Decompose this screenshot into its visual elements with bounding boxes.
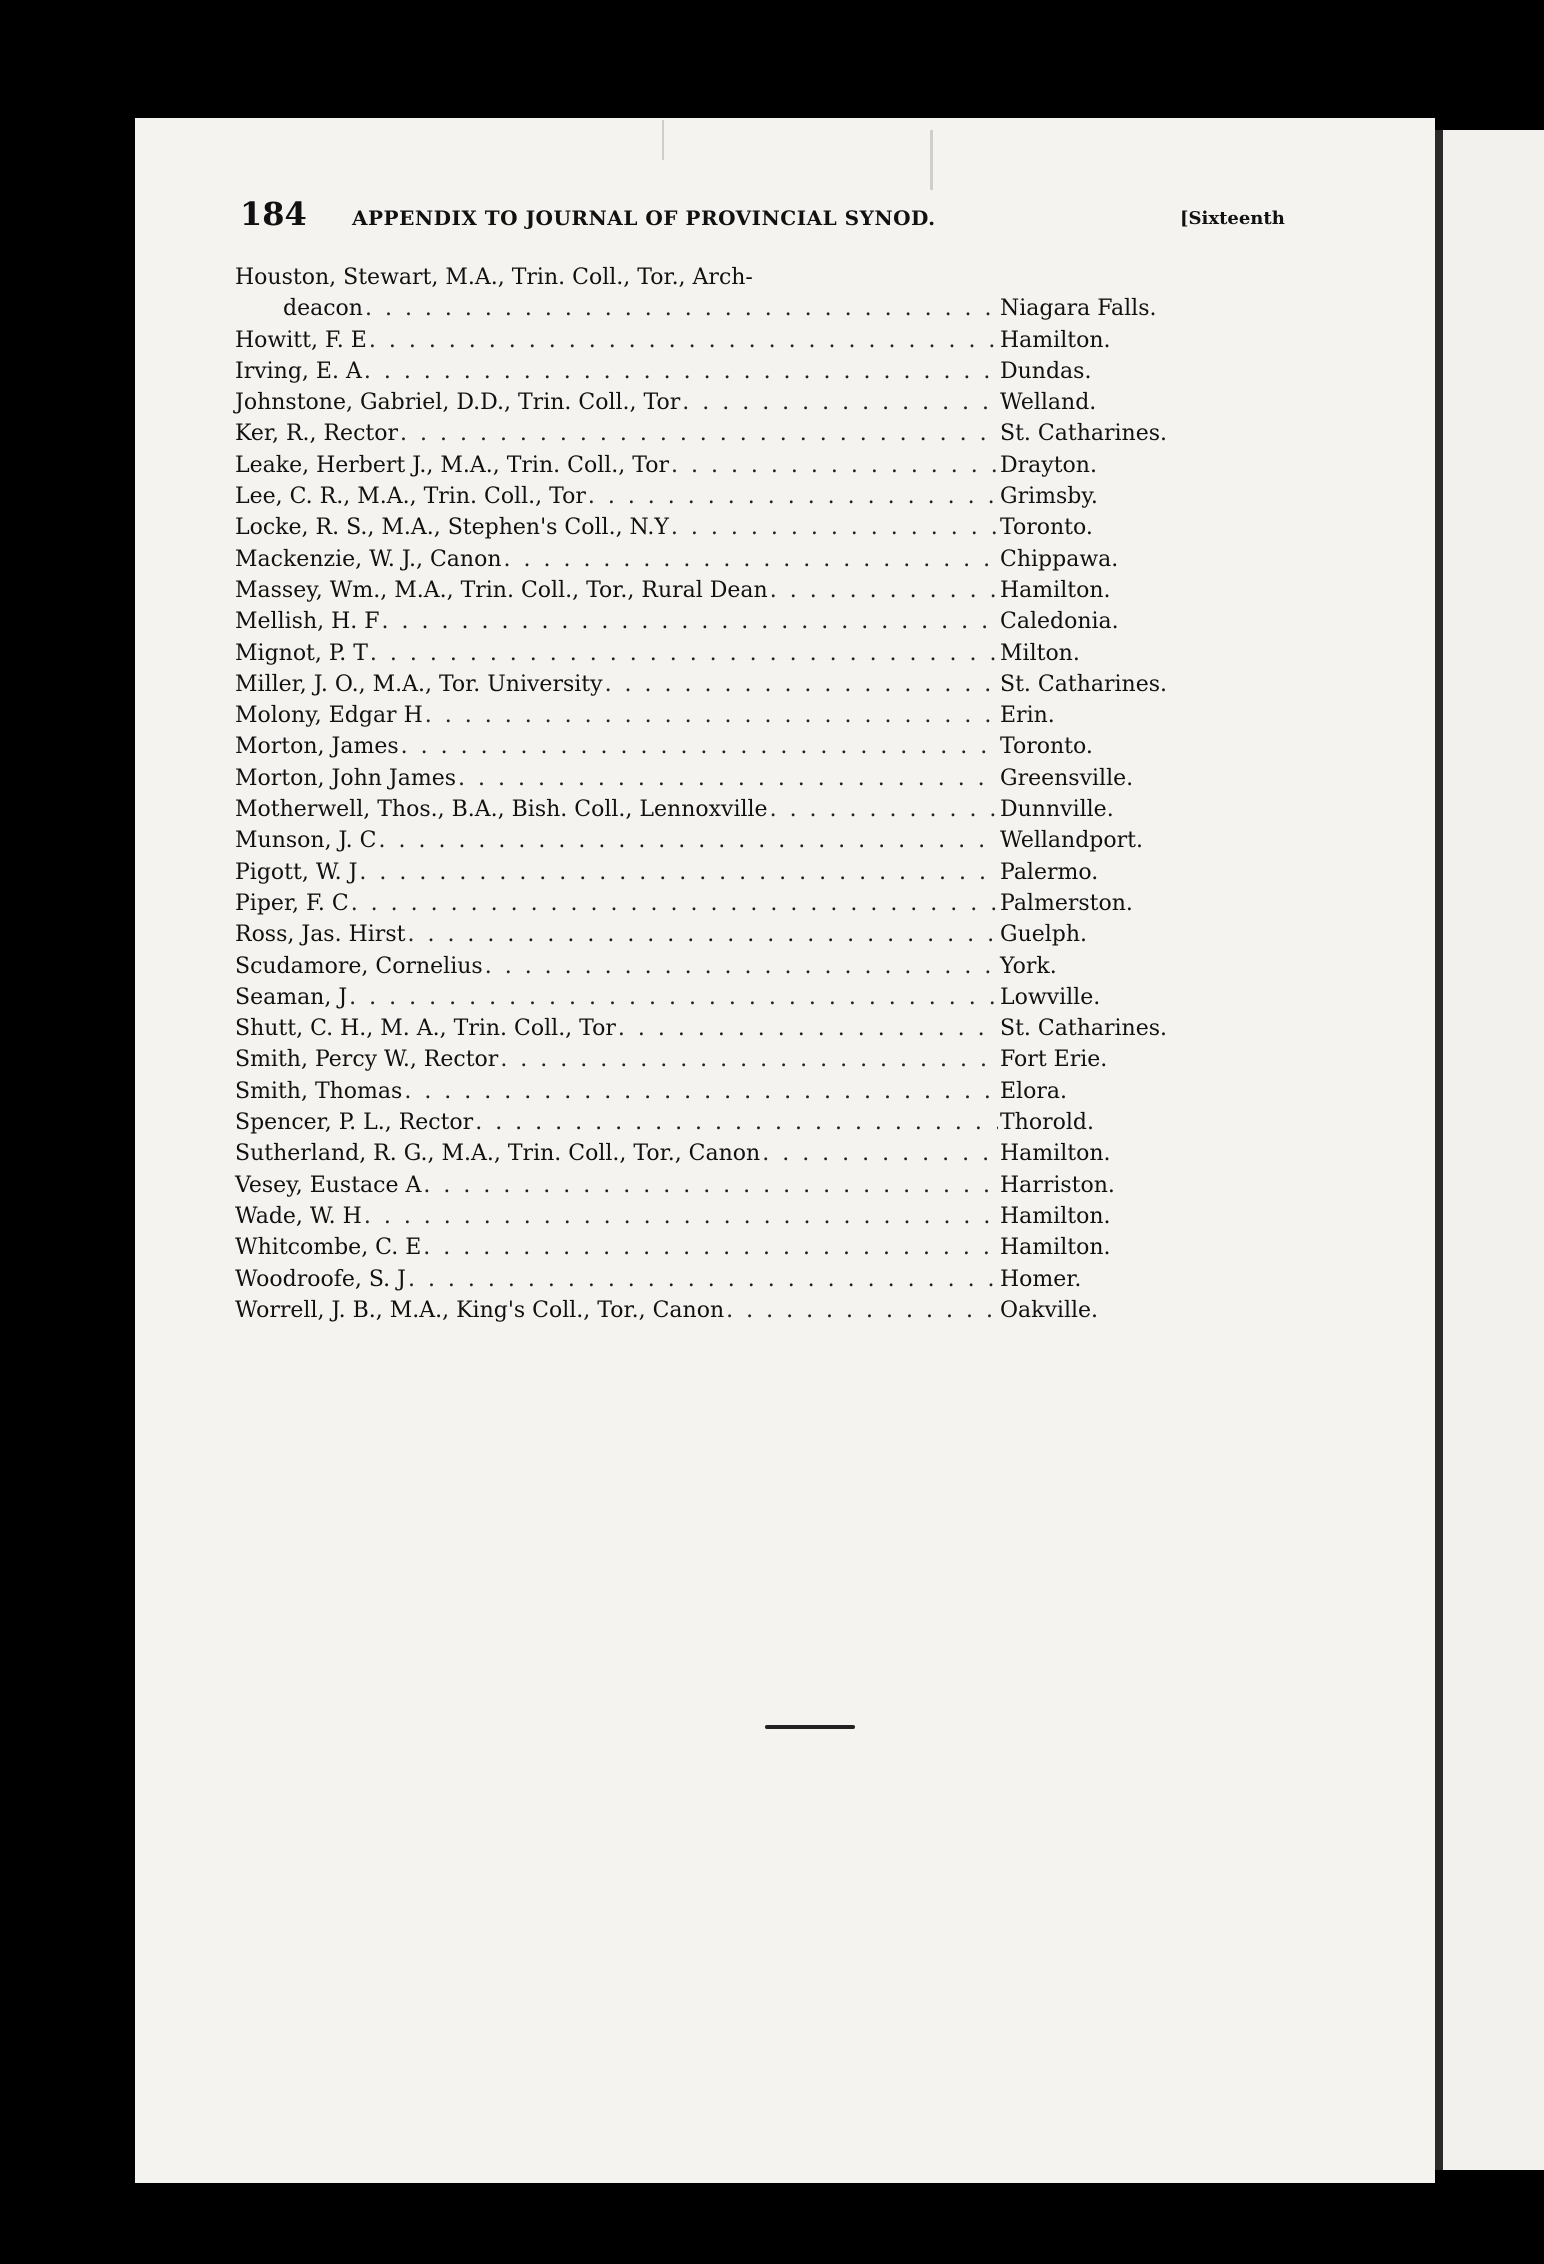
scan-smudge bbox=[930, 130, 933, 190]
dot-leader bbox=[726, 1295, 998, 1326]
entry-name: Vesey, Eustace A bbox=[235, 1172, 422, 1198]
list-item bbox=[235, 1232, 1205, 1263]
entry-name: Smith, Percy W., Rector bbox=[235, 1047, 499, 1073]
entry-place: Caledonia. bbox=[1000, 609, 1119, 635]
dot-leader bbox=[618, 1013, 998, 1044]
list-item bbox=[235, 1044, 1205, 1075]
entry-place: Palermo. bbox=[1000, 859, 1099, 885]
dot-leader bbox=[407, 919, 998, 950]
dot-leader bbox=[770, 794, 998, 825]
entry-place: Hamilton. bbox=[1000, 1203, 1111, 1229]
list-item bbox=[235, 825, 1205, 856]
dot-leader bbox=[504, 544, 999, 575]
list-item bbox=[235, 888, 1205, 919]
entry-place: Harriston. bbox=[1000, 1172, 1115, 1198]
entry-name: Piper, F. C bbox=[235, 890, 349, 916]
page-number: 184 bbox=[240, 195, 307, 233]
entry-place: Grimsby. bbox=[1000, 484, 1098, 510]
entry-name: Scudamore, Cornelius bbox=[235, 953, 483, 979]
entry-name: Mackenzie, W. J., Canon bbox=[235, 546, 502, 572]
dot-leader bbox=[364, 356, 998, 387]
list-item bbox=[235, 1107, 1205, 1138]
entry-place: St. Catharines. bbox=[1000, 671, 1167, 697]
dot-leader bbox=[485, 951, 998, 982]
list-item bbox=[235, 481, 1205, 512]
entry-place: Milton. bbox=[1000, 640, 1080, 666]
list-item bbox=[235, 418, 1205, 449]
list-item bbox=[235, 387, 1205, 418]
entry-place: York. bbox=[1000, 953, 1057, 979]
entry-place: Lowville. bbox=[1000, 984, 1101, 1010]
dot-leader bbox=[762, 1138, 998, 1169]
dot-leader bbox=[770, 575, 998, 606]
entry-name: Seaman, J bbox=[235, 984, 348, 1010]
list-item bbox=[235, 575, 1205, 606]
entry-place: St. Catharines. bbox=[1000, 1016, 1167, 1042]
dot-leader bbox=[365, 293, 998, 324]
entry-name: Whitcombe, C. E bbox=[235, 1235, 422, 1261]
list-item bbox=[235, 1264, 1205, 1295]
dot-leader bbox=[423, 1170, 998, 1201]
dot-leader bbox=[404, 1076, 998, 1107]
entry-place: Toronto. bbox=[1000, 734, 1093, 760]
entry-place: Elora. bbox=[1000, 1078, 1067, 1104]
list-item bbox=[235, 1013, 1205, 1044]
entry-place: Guelph. bbox=[1000, 922, 1088, 948]
entry-name: Mellish, H. F bbox=[235, 609, 380, 635]
entry-place: Niagara Falls. bbox=[1000, 296, 1157, 321]
dot-leader bbox=[671, 450, 998, 481]
dot-leader bbox=[370, 638, 998, 669]
facing-page-edge bbox=[1443, 130, 1544, 2170]
entry-name: Leake, Herbert J., M.A., Trin. Coll., Tor bbox=[235, 452, 669, 478]
entry-name: Morton, John James bbox=[235, 765, 457, 791]
entry-name: Houston, Stewart, M.A., Trin. Coll., Tor., Arch- bbox=[235, 265, 753, 290]
dot-leader bbox=[359, 857, 998, 888]
dot-leader bbox=[349, 982, 998, 1013]
entry-place: Dunnville. bbox=[1000, 797, 1114, 823]
entry-name-continued: deacon bbox=[283, 296, 363, 321]
entry-name: Smith, Thomas bbox=[235, 1078, 403, 1104]
dot-leader bbox=[382, 606, 998, 637]
entry-place: Dundas. bbox=[1000, 358, 1092, 384]
entry-name: Mignot, P. T bbox=[235, 640, 368, 666]
list-item bbox=[235, 1170, 1205, 1201]
entry-name: Worrell, J. B., M.A., King's Coll., Tor., Canon bbox=[235, 1297, 725, 1323]
dot-leader bbox=[351, 888, 998, 919]
entry-place: Homer. bbox=[1000, 1266, 1082, 1292]
dot-leader bbox=[423, 1232, 998, 1263]
page-header bbox=[240, 195, 1285, 235]
list-item bbox=[235, 544, 1205, 575]
list-item bbox=[235, 763, 1205, 794]
entry-place: Oakville. bbox=[1000, 1297, 1099, 1323]
dot-leader bbox=[379, 825, 999, 856]
dot-leader bbox=[458, 763, 998, 794]
list-item bbox=[235, 700, 1205, 731]
list-item bbox=[235, 638, 1205, 669]
list-item bbox=[235, 669, 1205, 700]
dot-leader bbox=[682, 387, 998, 418]
list-item bbox=[235, 982, 1205, 1013]
entry-place: St. Catharines. bbox=[1000, 421, 1167, 447]
list-item bbox=[235, 262, 1205, 325]
dot-leader bbox=[475, 1107, 998, 1138]
entry-place: Greensville. bbox=[1000, 765, 1134, 791]
entry-name: Ker, R., Rector bbox=[235, 421, 399, 447]
entry-name: Lee, C. R., M.A., Trin. Coll., Tor bbox=[235, 484, 586, 510]
entry-name: Miller, J. O., M.A., Tor. University bbox=[235, 671, 603, 697]
end-rule bbox=[765, 1725, 855, 1729]
entry-place: Palmerston. bbox=[1000, 890, 1133, 916]
entry-name: Howitt, F. E bbox=[235, 327, 367, 353]
list-item bbox=[235, 857, 1205, 888]
entry-place: Hamilton. bbox=[1000, 1235, 1111, 1261]
entry-place: Toronto. bbox=[1000, 515, 1093, 541]
list-item bbox=[235, 731, 1205, 762]
dot-leader bbox=[369, 325, 998, 356]
entry-name: Massey, Wm., M.A., Trin. Coll., Tor., Rural Dean bbox=[235, 577, 768, 603]
entry-place: Wellandport. bbox=[1000, 828, 1143, 854]
list-item bbox=[235, 512, 1205, 543]
list-item bbox=[235, 325, 1205, 356]
entry-name: Sutherland, R. G., M.A., Trin. Coll., Tor., Canon bbox=[235, 1141, 761, 1167]
dot-leader bbox=[605, 669, 998, 700]
list-item bbox=[235, 1295, 1205, 1326]
entry-name: Ross, Jas. Hirst bbox=[235, 922, 406, 948]
entry-place: Hamilton. bbox=[1000, 1141, 1111, 1167]
dot-leader bbox=[408, 1264, 998, 1295]
entry-name: Shutt, C. H., M. A., Trin. Coll., Tor bbox=[235, 1016, 616, 1042]
entry-place: Welland. bbox=[1000, 390, 1097, 416]
list-item bbox=[235, 919, 1205, 950]
entry-place: Chippawa. bbox=[1000, 546, 1119, 572]
list-item bbox=[235, 356, 1205, 387]
list-item bbox=[235, 606, 1205, 637]
entry-place: Thorold. bbox=[1000, 1110, 1094, 1136]
entry-place: Hamilton. bbox=[1000, 577, 1111, 603]
entry-place: Hamilton. bbox=[1000, 327, 1111, 353]
entry-name: Motherwell, Thos., B.A., Bish. Coll., Lennoxville bbox=[235, 797, 768, 823]
running-title: APPENDIX TO JOURNAL OF PROVINCIAL SYNOD. bbox=[352, 206, 936, 230]
dot-leader bbox=[425, 700, 998, 731]
entry-place: Erin. bbox=[1000, 703, 1055, 729]
dot-leader bbox=[500, 1044, 998, 1075]
list-item bbox=[235, 1201, 1205, 1232]
entry-name: Johnstone, Gabriel, D.D., Trin. Coll., Tor bbox=[235, 390, 681, 416]
entry-name: Spencer, P. L., Rector bbox=[235, 1110, 474, 1136]
entry-name: Woodroofe, S. J bbox=[235, 1266, 406, 1292]
dot-leader bbox=[364, 1201, 998, 1232]
dot-leader bbox=[671, 512, 998, 543]
dot-leader bbox=[400, 418, 998, 449]
list-item bbox=[235, 794, 1205, 825]
session-label: [Sixteenth bbox=[1180, 208, 1285, 229]
clergy-list bbox=[235, 262, 1205, 1326]
entry-name: Molony, Edgar H bbox=[235, 703, 423, 729]
dot-leader bbox=[401, 731, 998, 762]
list-item bbox=[235, 1076, 1205, 1107]
list-item bbox=[235, 1138, 1205, 1169]
entry-name: Wade, W. H bbox=[235, 1203, 362, 1229]
list-item bbox=[235, 951, 1205, 982]
entry-name: Irving, E. A bbox=[235, 358, 362, 384]
entry-name: Pigott, W. J bbox=[235, 859, 358, 885]
entry-name: Morton, James bbox=[235, 734, 399, 760]
list-item bbox=[235, 450, 1205, 481]
entry-place: Drayton. bbox=[1000, 452, 1097, 478]
dot-leader bbox=[588, 481, 998, 512]
entry-name: Munson, J. C bbox=[235, 828, 377, 854]
entry-name: Locke, R. S., M.A., Stephen's Coll., N.Y bbox=[235, 515, 669, 541]
entry-place: Fort Erie. bbox=[1000, 1047, 1108, 1073]
scan-smudge bbox=[662, 120, 664, 160]
page-fold-shadow bbox=[1435, 130, 1443, 2170]
